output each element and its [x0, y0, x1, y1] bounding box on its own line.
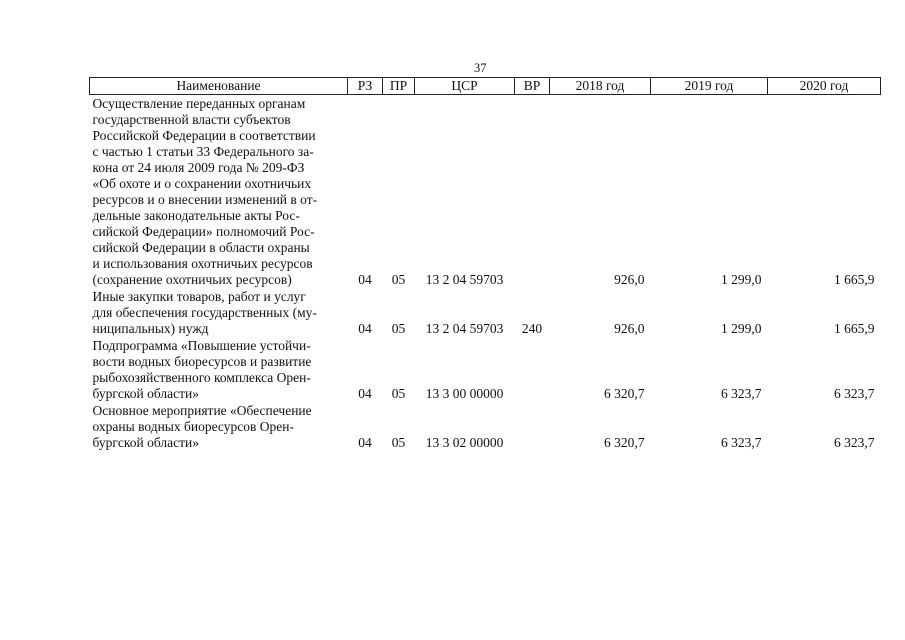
row-name-line: кона от 24 июля 2009 года № 209-ФЗ — [92, 160, 305, 175]
row-name-line: государственной власти субъектов — [92, 112, 291, 127]
header-rz: РЗ — [348, 78, 383, 95]
row-csr: 13 2 04 59703 — [425, 321, 504, 336]
row-value-2020: 1 665,9 — [834, 272, 875, 287]
row-name-line: бургской области» — [92, 435, 199, 450]
row-name-line: сийской Федерации» полномочий Рос- — [92, 224, 315, 239]
row-rz: 04 — [358, 386, 372, 401]
row-csr: 13 3 02 00000 — [425, 435, 504, 450]
row-vr: 240 — [521, 321, 543, 336]
page-number: 37 — [474, 61, 487, 75]
table-header-row — [90, 78, 881, 95]
header-csr: ЦСР — [415, 78, 515, 95]
row-name-line: «Об охоте и о сохранении охотничьих — [92, 176, 312, 191]
row-name — [90, 402, 348, 451]
row-pr: 05 — [391, 386, 406, 401]
row-name-line: ниципальных) нужд — [92, 321, 209, 336]
row-name-line: бургской области» — [92, 386, 199, 401]
row-value-2020: 6 323,7 — [834, 386, 875, 401]
row-vr — [515, 402, 550, 451]
row-name-line: дельные законодательные акты Рос- — [92, 208, 300, 223]
row-csr: 13 3 00 00000 — [425, 386, 504, 401]
row-csr: 13 2 04 59703 — [425, 272, 504, 287]
header-2019: 2019 год — [651, 78, 768, 95]
row-name-line: (сохранение охотничьих ресурсов) — [92, 272, 292, 287]
row-pr: 05 — [391, 435, 406, 450]
row-name-line: Осуществление переданных органам — [92, 96, 306, 111]
row-name-line: и использования охотничьих ресурсов — [92, 256, 313, 271]
row-name-line: Российской Федерации в соответствии — [92, 128, 316, 143]
row-name — [90, 95, 348, 289]
row-name-line: Основное мероприятие «Обеспечение — [92, 403, 312, 418]
row-name-line: вости водных биоресурсов и развитие — [92, 354, 312, 369]
row-name-line: Подпрограмма «Повышение устойчи- — [92, 338, 311, 353]
table-row — [90, 95, 881, 289]
row-rz: 04 — [358, 435, 372, 450]
header-vr: ВР — [515, 78, 550, 95]
table-row — [90, 402, 881, 451]
budget-table — [89, 77, 881, 451]
table-row — [90, 288, 881, 337]
row-name — [90, 288, 348, 337]
row-pr: 05 — [391, 321, 406, 336]
table-row — [90, 337, 881, 402]
row-value-2019: 6 323,7 — [721, 435, 762, 450]
row-name — [90, 337, 348, 402]
row-value-2018: 926,0 — [614, 321, 645, 336]
row-name-line: Иные закупки товаров, работ и услуг — [92, 289, 306, 304]
row-value-2019: 1 299,0 — [721, 272, 762, 287]
header-name: Наименование — [90, 78, 348, 95]
header-pr: ПР — [383, 78, 415, 95]
row-name-line: охраны водных биоресурсов Орен- — [92, 419, 294, 434]
header-2020: 2020 год — [768, 78, 881, 95]
row-value-2020: 1 665,9 — [834, 321, 875, 336]
row-name-line: ресурсов и о внесении изменений в от- — [92, 192, 318, 207]
row-value-2018: 6 320,7 — [604, 386, 645, 401]
row-value-2019: 1 299,0 — [721, 321, 762, 336]
row-value-2018: 6 320,7 — [604, 435, 645, 450]
row-name-line: для обеспечения государственных (му- — [92, 305, 317, 320]
row-value-2020: 6 323,7 — [834, 435, 875, 450]
row-vr — [515, 337, 550, 402]
row-pr: 05 — [391, 272, 406, 287]
row-value-2018: 926,0 — [614, 272, 645, 287]
header-2018: 2018 год — [550, 78, 651, 95]
row-value-2019: 6 323,7 — [721, 386, 762, 401]
row-name-line: сийской Федерации в области охраны — [92, 240, 310, 255]
row-vr — [515, 95, 550, 289]
row-rz: 04 — [358, 272, 372, 287]
row-rz: 04 — [358, 321, 372, 336]
row-name-line: рыбохозяйственного комплекса Орен- — [92, 370, 311, 385]
row-name-line: с частью 1 статьи 33 Федерального за- — [92, 144, 314, 159]
